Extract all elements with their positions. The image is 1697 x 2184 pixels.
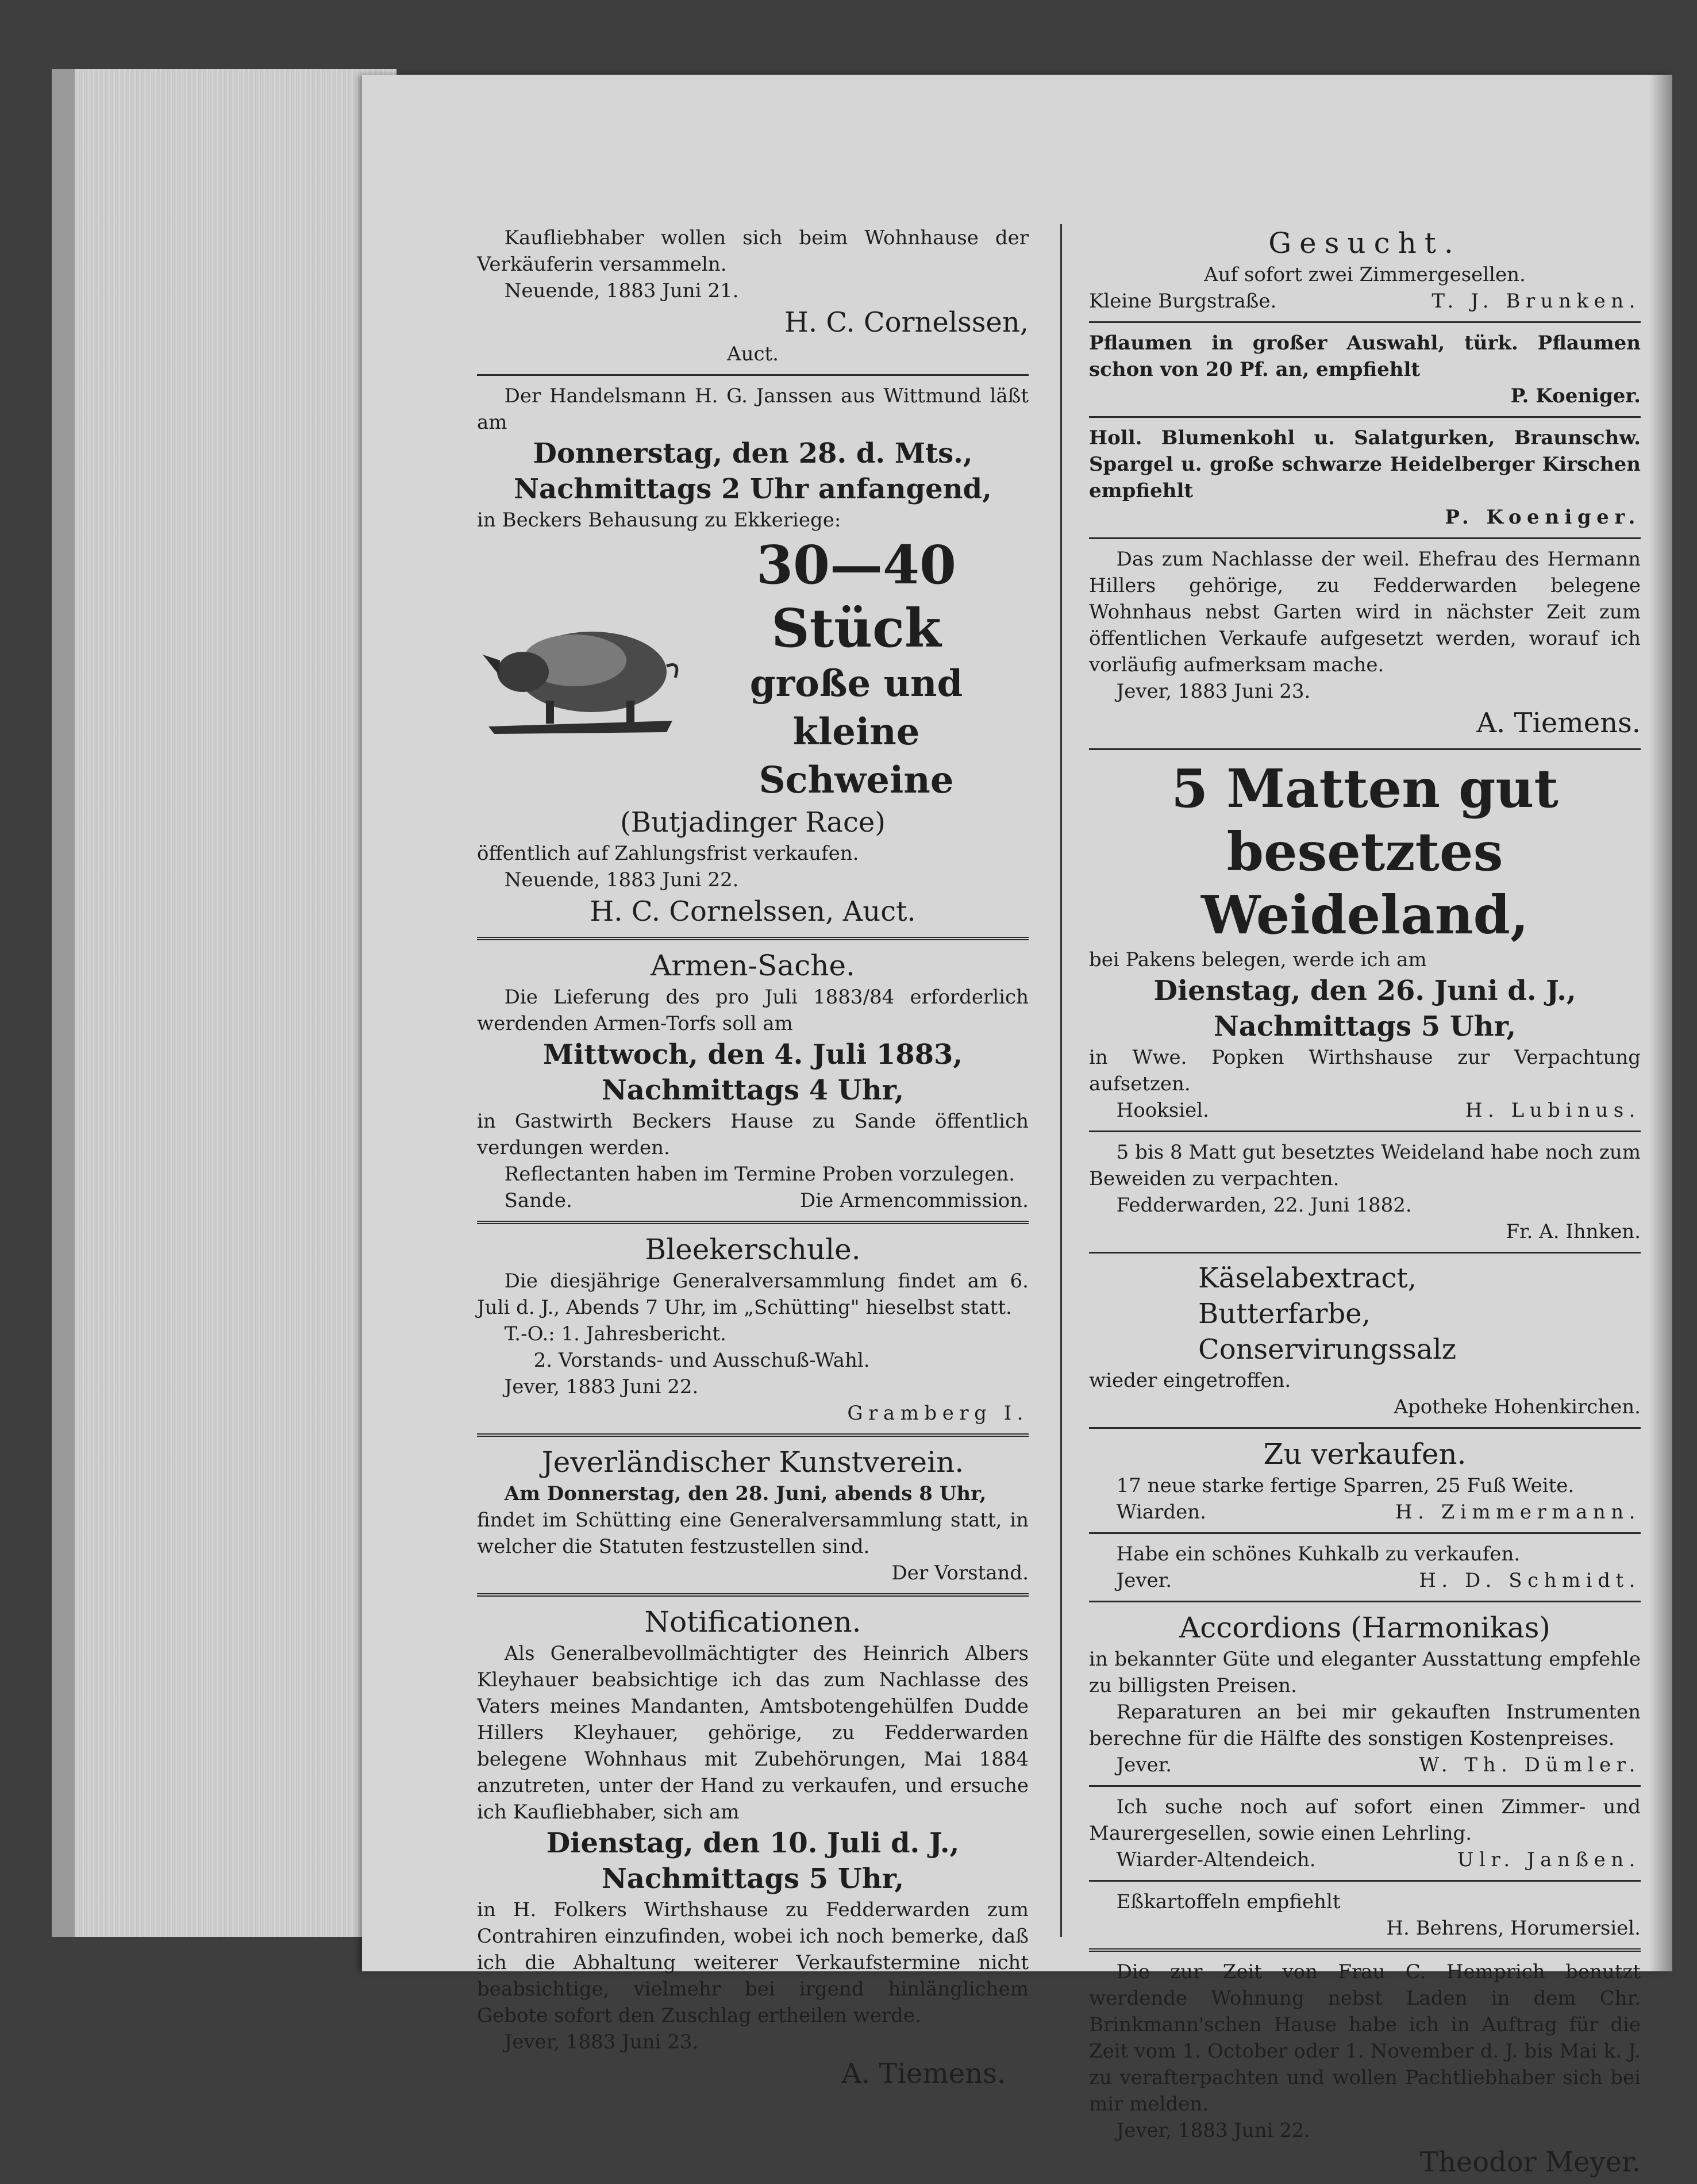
ad-place: Jever. [1116,1754,1172,1777]
ad-text: Die zur Zeit von Frau C. Hemprich benutzt werdende Wohnung nebst Laden in dem Chr. Brinkmann'schen Hause habe ich in Auftrag für die Zeit vom 1. October oder 1. November d. J. bis Mai k. J. zu verafterpachten und wollen Pachtliebhaber sich bei mir melden. [1089,1960,1641,2116]
ad-separator [1089,1948,1641,1952]
ad-signature: A. Tiemens. [841,2058,1006,2090]
ad-signature: Apotheke Hohenkirchen. [1394,1395,1641,1418]
ad-text: 5 bis 8 Matt gut besetztes Weideland habe noch zum Beweiden zu verpachten. [1089,1141,1641,1190]
ad-big-line-1: 5 Matten gut besetztes [1171,758,1559,883]
ad-heading: Bleekerschule. [645,1233,861,1266]
ad-schweine-auction [477,379,1029,933]
ad-place-date: Jever, 1883 Juni 23. [1116,680,1311,703]
ad-signature: A. Tiemens. [1476,707,1641,739]
ad-text: in bekannter Güte und eleganter Ausstattung empfehle zu billigsten Preisen. [1089,1648,1641,1697]
ad-place: Wiarden. [1116,1501,1206,1524]
ad-separator [1089,1880,1641,1882]
ad-heading: Accordions (Harmonikas) [1179,1611,1550,1644]
ad-text: Die diesjährige Generalversammlung findet am 6. Juli d. J., Abends 7 Uhr, im „Schütting" hieselbst statt. [477,1270,1029,1319]
newspaper-page [362,75,1672,2178]
ad-place: Sande. [504,1189,572,1212]
ad-separator [1089,1131,1641,1132]
ad-gesucht [1089,221,1641,318]
ad-heading: Notificationen. [644,1605,861,1639]
book-page-edges [52,69,397,1937]
ad-signature: P. Koeniger. [1510,384,1641,407]
ad-lead: Am Donnerstag, den 28. Juni, abends 8 Uhr, [504,1482,987,1505]
ad-time: Nachmittags 4 Uhr, [601,1074,905,1106]
ad-apotheke [1089,1257,1641,1424]
ad-text: Eßkartoffeln empfiehlt [1116,1890,1341,1913]
ad-big-line-2: Weideland, [1201,884,1529,946]
ad-weideland [1089,753,1641,1127]
ad-separator [477,1221,1029,1224]
ad-text: 17 neue starke fertige Sparren, 25 Fuß Weite. [1116,1474,1575,1497]
ad-signature: H. C. Cornelssen, [784,306,1029,339]
ad-text: wieder eingetroffen. [1089,1369,1291,1392]
ad-kunstverein [477,1440,1029,1590]
ad-separator [1089,748,1641,750]
ad-product-1: Käselabextract, [1198,1262,1417,1294]
ad-separator [1089,416,1641,418]
ad-signature: H. D. Schmidt. [1419,1569,1641,1592]
ad-text-2: in Gastwirth Beckers Hause zu Sande öffentlich verdungen werden. [477,1110,1029,1159]
pig-headline [684,533,1029,805]
ad-place-date: Neuende, 1883 Juni 22. [504,868,739,891]
ad-date: Dienstag, den 26. Juni d. J., [1153,975,1576,1007]
ad-text: Habe ein schönes Kuhkalb zu verkaufen. [1116,1543,1521,1566]
ad-separator [477,374,1029,376]
ad-notificationen [477,1600,1029,2095]
ad-place: Kleine Burgstraße. [1089,290,1277,313]
ad-heading: Zu verkaufen. [1263,1437,1467,1471]
ad-separator [1089,1427,1641,1429]
ad-text: Holl. Blumenkohl u. Salatgurken, Braunschw. Spargel u. große schwarze Heidelberger Kirschen empfiehlt [1089,426,1641,502]
ad-place: Jever. [1116,1569,1172,1592]
ad-signature: H. Zimmermann. [1395,1501,1641,1524]
right-column [1089,221,1641,2184]
ad-place: Wiarder-Altendeich. [1116,1848,1316,1871]
ad-place-date: Jever, 1883 Juni 22. [504,1375,699,1398]
ad-bleekerschule [477,1228,1029,1430]
ad-signature: W. Th. Dümler. [1419,1754,1641,1777]
ad-kaufliebhaber [477,221,1029,371]
ad-text: Das zum Nachlasse der weil. Ehefrau des Hermann Hillers gehörige, zu Fedderwarden belegene Wohnhaus nebst Garten wird in nächster Zeit zum öffentlichen Verkaufe aufgesetzt werden, worauf ich vorläufig aufmerksam mache. [1089,548,1641,676]
left-column [477,221,1029,2095]
ad-product-2: Butterfarbe, [1198,1298,1371,1330]
ad-footer [1089,1752,1641,1778]
ad-place-date: Fedderwarden, 22. Juni 1882. [1116,1194,1412,1217]
ad-signature: H. Lubinus. [1465,1099,1641,1122]
ad-time: Nachmittags 5 Uhr, [601,1863,905,1895]
column-divider [1060,224,1062,1937]
ad-place: Hooksiel. [1116,1099,1209,1122]
ad-product-3: Conservirungssalz [1198,1333,1457,1366]
ad-signature: Theodor Meyer. [1419,2146,1641,2178]
ad-signature: Gramberg I. [847,1402,1029,1425]
ad-separator [1089,1252,1641,1254]
ad-footer [1089,1567,1641,1594]
ad-place-date: Jever, 1883 Juni 23. [504,2031,699,2054]
ad-big-line-2: große und kleine [749,662,963,753]
ad-date: Dienstag, den 10. Juli d. J., [546,1827,960,1859]
ad-footer [1089,288,1641,314]
ad-pflaumen [1089,326,1641,413]
ad-blumenkohl [1089,421,1641,534]
ad-big-line-1: 30—40 Stück [756,534,957,659]
ad-big-line-3: Schweine [759,759,954,802]
page-gutter-shadow [1649,75,1672,1971]
ad-separator [1089,537,1641,539]
pig-illustration-row [477,533,1029,805]
ad-separator [477,937,1029,940]
ad-footer [1089,1097,1641,1124]
ad-separator [477,1433,1029,1437]
ad-separator [1089,1601,1641,1602]
ad-text: Als Generalbevollmächtigter des Heinrich Albers Kleyhauer beabsichtige ich das zum Nachlasse des Vaters meines Mandanten, Amtsbotengehülfen Dudde Hillers Kleyhauer, gehörige, zu Fedderwarden belegene Wohnhaus mit Zubehörungen, Mai 1884 anzutreten, unter der Hand zu verkaufen, und ersuche ich Kaufliebhaber, sich am [477,1642,1029,1824]
ad-text: Kaufliebhaber wollen sich beim Wohnhause der Verkäuferin versammeln. [477,226,1029,276]
ad-esskartoffeln [1089,1885,1641,1945]
ad-date: Donnerstag, den 28. d. Mts., [533,437,973,470]
ad-armen-sache [477,944,1029,1217]
ad-signature: Die Armencommission. [800,1189,1029,1212]
ad-time: Nachmittags 5 Uhr, [1213,1010,1517,1043]
ad-text: Pflaumen in großer Auswahl, türk. Pflaumen schon von 20 Pf. an, empfiehlt [1089,332,1641,381]
ad-footer [1089,1499,1641,1525]
ad-agenda-2: 2. Vorstands- und Ausschuß-Wahl. [533,1349,870,1372]
ad-heading: Gesucht. [1268,226,1461,260]
ad-signature: Fr. A. Ihnken. [1506,1220,1641,1243]
ad-signature: Der Vorstand. [891,1562,1029,1585]
ad-agenda-1: T.-O.: 1. Jahresbericht. [504,1322,726,1345]
ad-separator [477,1593,1029,1597]
ad-kuhkalb [1089,1537,1641,1597]
ad-text: Auf sofort zwei Zimmergesellen. [1204,263,1526,286]
ad-signature-sub: Auct. [727,343,779,366]
ad-race: (Butjadinger Race) [620,806,886,839]
ad-time: Nachmittags 2 Uhr anfangend, [514,473,992,505]
ad-text-2: in H. Folkers Wirthshause zu Fedderwarden zum Contrahiren einzufinden, wobei ich noch bemerke, daß ich die Abhaltung weiterer Verkaufstermine nicht beabsichtige, vielmehr bei irgend hinlänglichem Gebote sofort den Zuschlag ertheilen werde. [477,1898,1029,2027]
ad-weideland-ihnken [1089,1136,1641,1248]
ad-sale-terms: öffentlich auf Zahlungsfrist verkaufen. [477,842,859,865]
ad-separator [1089,321,1641,323]
ad-heading: Jeverländischer Kunstverein. [541,1445,964,1479]
ad-signature: Ulr. Janßen. [1457,1848,1641,1871]
ad-zu-verkaufen [1089,1432,1641,1529]
ad-place-date: Neuende, 1883 Juni 21. [504,279,739,302]
ad-hillers-wohnhaus [1089,543,1641,745]
ad-signature: T. J. Brunken. [1432,290,1641,313]
ad-date: Mittwoch, den 4. Juli 1883, [542,1039,963,1071]
ad-signature: H. C. Cornelssen, Auct. [590,895,916,928]
ad-wohnung [1089,1955,1641,2184]
ad-location: in Beckers Behausung zu Ekkeriege: [477,509,841,532]
pig-illustration [477,603,684,735]
ad-intro: Der Handelsmann H. G. Janssen aus Wittmund läßt am [477,384,1029,434]
ad-separator [1089,1785,1641,1787]
ad-footer [1089,1847,1641,1873]
ad-text-2: in Wwe. Popken Wirthshause zur Verpachtung aufsetzen. [1089,1046,1641,1095]
ad-footer [477,1187,1029,1214]
ad-place-date: Jever, 1883 Juni 22. [1116,2119,1311,2142]
ad-gesellen [1089,1790,1641,1877]
ad-text: bei Pakens belegen, werde ich am [1089,948,1427,971]
ad-text: Ich suche noch auf sofort einen Zimmer- und Maurergesellen, sowie einen Lehrling. [1089,1795,1641,1845]
ad-text-3: Reflectanten haben im Termine Proben vorzulegen. [504,1163,1015,1186]
ad-signature: P. Koeniger. [1445,506,1641,529]
ad-text: findet im Schütting eine Generalversammlung statt, in welcher die Statuten festzustellen sind. [477,1509,1029,1558]
ad-separator [1089,1532,1641,1534]
ad-signature: H. Behrens, Horumersiel. [1386,1917,1641,1940]
ad-text: Die Lieferung des pro Juli 1883/84 erforderlich werdenden Armen-Torfs soll am [477,986,1029,1035]
ad-heading: Armen-Sache. [651,949,855,982]
ad-accordions [1089,1606,1641,1782]
ad-text-2: Reparaturen an bei mir gekauften Instrumenten berechne für die Hälfte des sonstigen Kostenpreises. [1089,1701,1641,1750]
